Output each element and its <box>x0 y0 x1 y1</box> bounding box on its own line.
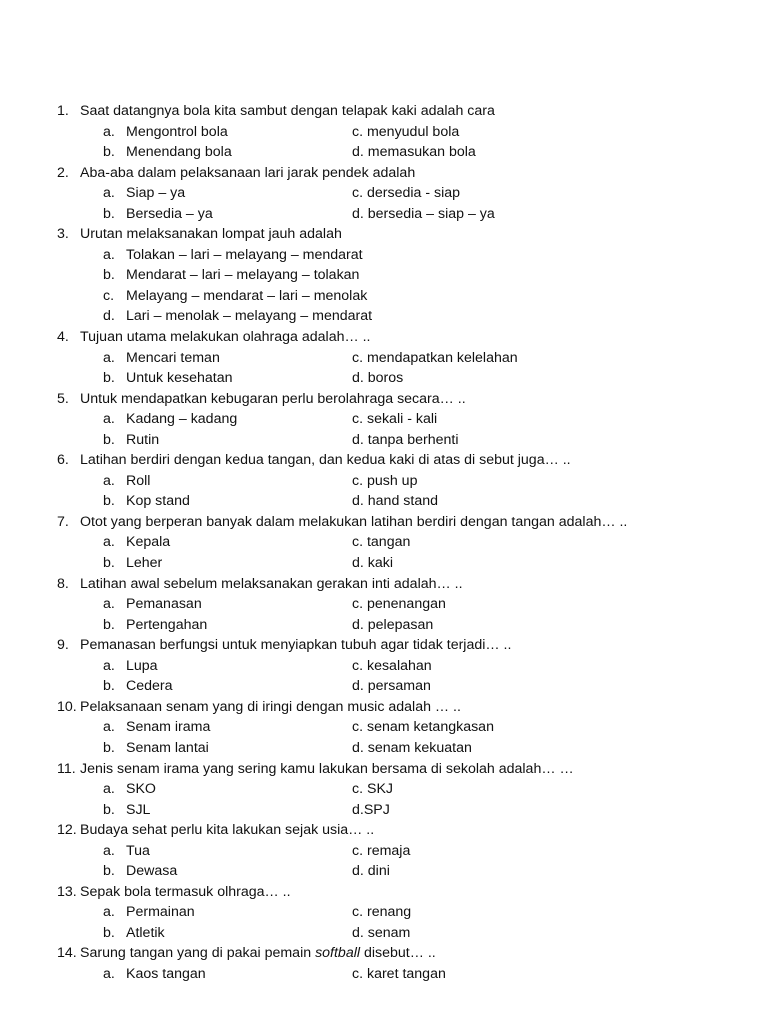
question-2 <box>0 163 768 184</box>
option-row <box>0 615 768 636</box>
option-c: c. kesalahan <box>352 657 432 674</box>
option-c: c. karet tangan <box>352 965 446 982</box>
option-letter: b. <box>103 555 115 572</box>
option-letter: a. <box>103 185 115 202</box>
question-13 <box>0 882 768 903</box>
question-text: Jenis senam irama yang sering kamu lakukan bersama di sekolah adalah… … <box>80 760 574 777</box>
option-b: Bersedia – ya <box>126 205 213 222</box>
option-c: c. dersedia - siap <box>352 185 461 202</box>
option-a: SKO <box>126 781 156 798</box>
question-14 <box>0 943 768 964</box>
option-c: c. penenangan <box>352 596 446 613</box>
option-b: Rutin <box>126 431 160 448</box>
option-letter: b. <box>103 678 115 695</box>
option-c: c. renang <box>352 904 412 921</box>
question-3 <box>0 224 768 245</box>
option-row <box>0 142 768 163</box>
option-a: Kepala <box>126 534 171 551</box>
option-row <box>0 676 768 697</box>
question-number: 2. <box>57 164 69 181</box>
option-c: c. mendapatkan kelelahan <box>352 349 518 366</box>
option-letter: a. <box>103 246 115 263</box>
option-b: Mendarat – lari – melayang – tolakan <box>126 267 360 284</box>
option-letter: a. <box>103 657 115 674</box>
option-letter: b. <box>103 493 115 510</box>
option-c: c. sekali - kali <box>352 411 438 428</box>
option-d: d. bersedia – siap – ya <box>352 205 495 222</box>
option-d: d.SPJ <box>352 801 390 818</box>
option-c: Melayang – mendarat – lari – menolak <box>126 287 368 304</box>
question-text: Saat datangnya bola kita sambut dengan telapak kaki adalah cara <box>80 103 495 119</box>
option-d: d. senam kekuatan <box>352 739 472 756</box>
option-b: Menendang bola <box>126 144 232 161</box>
option-letter: a. <box>103 123 115 140</box>
option-a: Pemanasan <box>126 596 202 613</box>
question-text: Sepak bola termasuk olhraga… .. <box>80 883 291 900</box>
option-row <box>0 183 768 204</box>
question-10 <box>0 697 768 718</box>
option-row <box>0 409 768 430</box>
question-number: 8. <box>57 575 69 592</box>
question-text: Aba-aba dalam pelaksanaan lari jarak pendek adalah <box>80 164 416 181</box>
option-row <box>0 964 768 985</box>
question-sheet <box>0 101 768 985</box>
option-letter: b. <box>103 863 115 880</box>
question-text: Budaya sehat perlu kita lakukan sejak usia… .. <box>80 822 375 839</box>
option-b: Leher <box>126 555 163 572</box>
question-9 <box>0 635 768 656</box>
option-row <box>0 779 768 800</box>
question-6 <box>0 450 768 471</box>
question-text: Pelaksanaan senam yang di iringi dengan music adalah … .. <box>80 698 461 715</box>
option-row <box>0 348 768 369</box>
option-a: Lupa <box>126 657 158 674</box>
option-row <box>0 656 768 677</box>
option-letter: b. <box>103 267 115 284</box>
option-d: d. hand stand <box>352 493 438 510</box>
option-letter: b. <box>103 616 115 633</box>
option-row <box>0 286 768 307</box>
question-number: 14. <box>57 945 77 962</box>
option-a: Mengontrol bola <box>126 123 228 140</box>
option-a: Tua <box>126 842 150 859</box>
option-row <box>0 368 768 389</box>
option-row <box>0 430 768 451</box>
option-row <box>0 306 768 327</box>
option-row <box>0 902 768 923</box>
option-b: Untuk kesehatan <box>126 370 233 387</box>
question-number: 13. <box>57 883 77 900</box>
option-letter: b. <box>103 144 115 161</box>
question-text: Pemanasan berfungsi untuk menyiapkan tubuh agar tidak terjadi… .. <box>80 637 512 654</box>
question-number: 9. <box>57 637 69 654</box>
question-text-start: Sarung tangan yang di pakai pemain <box>80 945 316 962</box>
option-letter: b. <box>103 370 115 387</box>
question-text: Tujuan utama melakukan olahraga adalah… .. <box>80 329 371 346</box>
option-letter: a. <box>103 596 115 613</box>
option-a: Senam irama <box>126 719 211 736</box>
question-text: Otot yang berperan banyak dalam melakukan latihan berdiri dengan tangan adalah… .. <box>80 513 628 530</box>
question-text: Urutan melaksanakan lompat jauh adalah <box>80 226 342 243</box>
question-5 <box>0 389 768 410</box>
option-b: Atletik <box>126 924 165 941</box>
question-8 <box>0 574 768 595</box>
question-number: 4. <box>57 329 69 346</box>
option-c: c. tangan <box>352 534 411 551</box>
option-letter: a. <box>103 904 115 921</box>
option-row <box>0 738 768 759</box>
option-letter: a. <box>103 411 115 428</box>
option-a: Permainan <box>126 904 195 921</box>
question-1 <box>0 101 768 122</box>
option-c: c. SKJ <box>352 781 393 798</box>
option-row <box>0 532 768 553</box>
option-b: SJL <box>126 801 151 818</box>
question-number: 3. <box>57 226 69 243</box>
question-text <box>80 943 436 964</box>
option-letter: b. <box>103 205 115 222</box>
option-letter: a. <box>103 842 115 859</box>
option-letter: c. <box>103 287 115 304</box>
option-letter: a. <box>103 534 115 551</box>
option-letter: a. <box>103 349 115 366</box>
question-number: 6. <box>57 452 69 469</box>
question-number: 7. <box>57 513 69 530</box>
option-b: Cedera <box>126 678 173 695</box>
question-11 <box>0 759 768 780</box>
option-b: Pertengahan <box>126 616 208 633</box>
option-c: c. push up <box>352 472 418 489</box>
question-number: 10. <box>57 698 77 715</box>
option-row <box>0 553 768 574</box>
option-d: d. boros <box>352 370 404 387</box>
question-text-italic: softball <box>315 945 361 962</box>
option-letter: b. <box>103 801 115 818</box>
option-a: Siap – ya <box>126 185 186 202</box>
question-text: Latihan awal sebelum melaksanakan gerakan inti adalah… .. <box>80 575 463 592</box>
question-text: Latihan berdiri dengan kedua tangan, dan kedua kaki di atas di sebut juga… .. <box>80 452 571 469</box>
option-b: Dewasa <box>126 863 178 880</box>
question-12 <box>0 820 768 841</box>
option-row <box>0 861 768 882</box>
question-number: 12. <box>57 822 77 839</box>
option-b: Senam lantai <box>126 739 209 756</box>
option-d: d. persaman <box>352 678 431 695</box>
option-a: Kaos tangan <box>126 965 206 982</box>
question-text-end: disebut… .. <box>360 945 436 962</box>
option-a: Tolakan – lari – melayang – mendarat <box>126 246 363 263</box>
option-c: c. senam ketangkasan <box>352 719 494 736</box>
option-d: d. tanpa berhenti <box>352 431 459 448</box>
option-b: Kop stand <box>126 493 190 510</box>
option-d: d. pelepasan <box>352 616 434 633</box>
option-letter: a. <box>103 781 115 798</box>
option-row <box>0 122 768 143</box>
option-d: d. dini <box>352 863 390 880</box>
option-a: Roll <box>126 472 151 489</box>
option-d: d. kaki <box>352 555 394 572</box>
option-c: c. menyudul bola <box>352 123 460 140</box>
option-c: c. remaja <box>352 842 411 859</box>
option-row <box>0 841 768 862</box>
option-letter: b. <box>103 924 115 941</box>
question-number: 5. <box>57 390 69 407</box>
option-row <box>0 471 768 492</box>
option-a: Mencari teman <box>126 349 220 366</box>
option-row <box>0 204 768 225</box>
option-a: Kadang – kadang <box>126 411 238 428</box>
option-letter: a. <box>103 965 115 982</box>
option-row <box>0 245 768 266</box>
option-row <box>0 717 768 738</box>
option-letter: a. <box>103 472 115 489</box>
option-letter: b. <box>103 431 115 448</box>
option-row <box>0 594 768 615</box>
option-row <box>0 265 768 286</box>
option-d: Lari – menolak – melayang – mendarat <box>126 308 373 325</box>
option-letter: b. <box>103 739 115 756</box>
option-row <box>0 491 768 512</box>
question-text: Untuk mendapatkan kebugaran perlu berolahraga secara… .. <box>80 390 466 407</box>
option-letter: d. <box>103 308 115 325</box>
option-row <box>0 923 768 944</box>
question-number: 11. <box>57 760 76 777</box>
option-letter: a. <box>103 719 115 736</box>
question-4 <box>0 327 768 348</box>
question-number: 1. <box>57 103 69 119</box>
option-row <box>0 800 768 821</box>
option-d: d. memasukan bola <box>352 144 476 161</box>
option-d: d. senam <box>352 924 411 941</box>
question-7 <box>0 512 768 533</box>
